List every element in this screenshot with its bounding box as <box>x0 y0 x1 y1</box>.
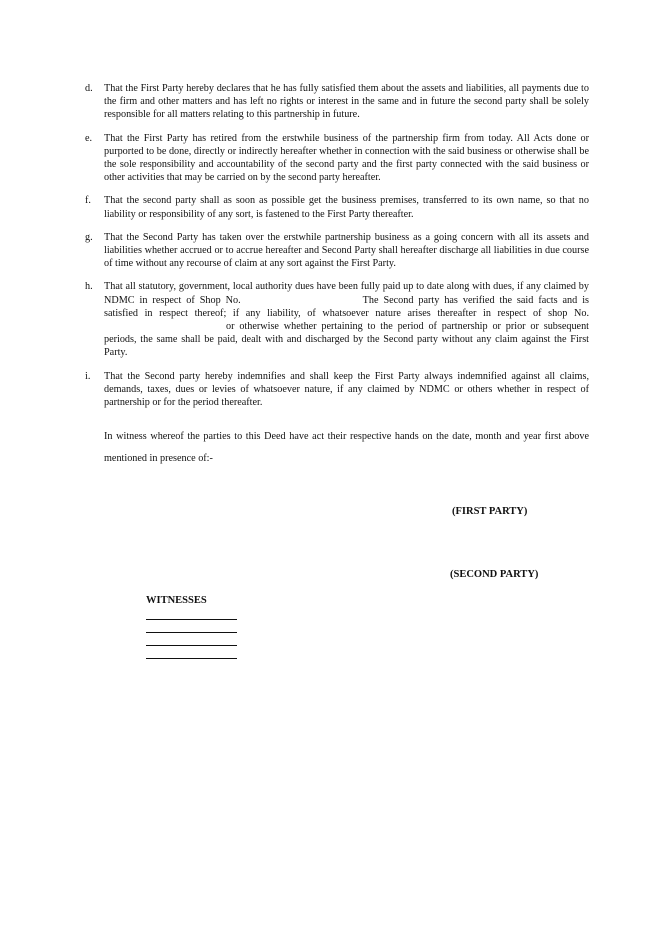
clause-text <box>104 280 589 359</box>
clause-letter: f. <box>85 195 91 207</box>
clause-letter: i. <box>85 370 91 382</box>
clause-list <box>85 82 589 419</box>
clause-i <box>85 370 589 410</box>
clause-text-part: or otherwise whether pertaining to the period of partnership or prior or subsequent periods, the same shall be paid, dealt with and discharged by the Second party without any claim against the First Party. <box>104 321 589 359</box>
clause-f <box>85 194 589 220</box>
witness-signature-line <box>146 619 237 620</box>
clause-g <box>85 231 589 271</box>
clause-text-part: That all statutory, government, local authority dues have been fully paid up to date along with dues, if any claimed by NDMC in respect of Shop No. <box>104 281 589 306</box>
clause-letter: e. <box>85 132 93 144</box>
clause-letter: h. <box>85 281 93 293</box>
clause-e <box>85 132 589 185</box>
clause-letter: d. <box>85 83 93 94</box>
witness-clause: In witness whereof the parties to this Deed have act their respective hands on the date, month and year first above mentioned in presence of:- <box>104 431 589 464</box>
clause-letter: g. <box>85 231 93 243</box>
clause-text: That the Second party hereby indemnifies and shall keep the First Party always indemnified against all claims, demands, taxes, dues or levies of whatsoever nature, if any claimed by NDMC or others whether in respect of partnership or for the period thereafter. <box>104 370 589 409</box>
clause-text: That the First Party hereby declares that he has fully satisfied them about the assets and liabilities, all payments due to the firm and other matters and has left no rights or interest in the same and in future the second party shall be solely responsible for all matters relating to this partnership in future. <box>104 83 589 121</box>
first-party-signature-label: (FIRST PARTY) <box>452 506 528 517</box>
clause-text: That the second party shall as soon as possible get the business premises, transferred to its own name, so that no liability or responsibility of any sort, is fastened to the First Party thereafter. <box>104 195 589 220</box>
second-party-signature-label: (SECOND PARTY) <box>450 569 539 580</box>
clause-text: That the Second Party has taken over the erstwhile partnership business as a going concern with all its assets and liabilities whether accrued or to accrue hereafter and Second Party shall hereafter discharge all liabilities in due course of time without any recourse of claim at any sort against the First Party. <box>104 231 589 270</box>
clause-text: That the First Party has retired from the erstwhile business of the partnership firm from today. All Acts done or purported to be done, directly or indirectly hereafter whether in connection with the said business or otherwise shall be the sole responsibility and accountability of the second party and the first party connected with the said business or other activities that may be carried on by the second party hereafter. <box>104 132 589 184</box>
witness-signature-line <box>146 658 237 659</box>
witness-signature-line <box>146 632 237 633</box>
witness-signature-line <box>146 645 237 646</box>
witnesses-heading: WITNESSES <box>146 595 207 606</box>
clause-text-part: The Second party has verified the said facts and is satisfied in respect thereof; if any liability, of whatsoever nature arises thereafter in respect of shop No. <box>104 294 589 319</box>
clause-d <box>85 82 589 122</box>
clause-h <box>85 280 589 359</box>
